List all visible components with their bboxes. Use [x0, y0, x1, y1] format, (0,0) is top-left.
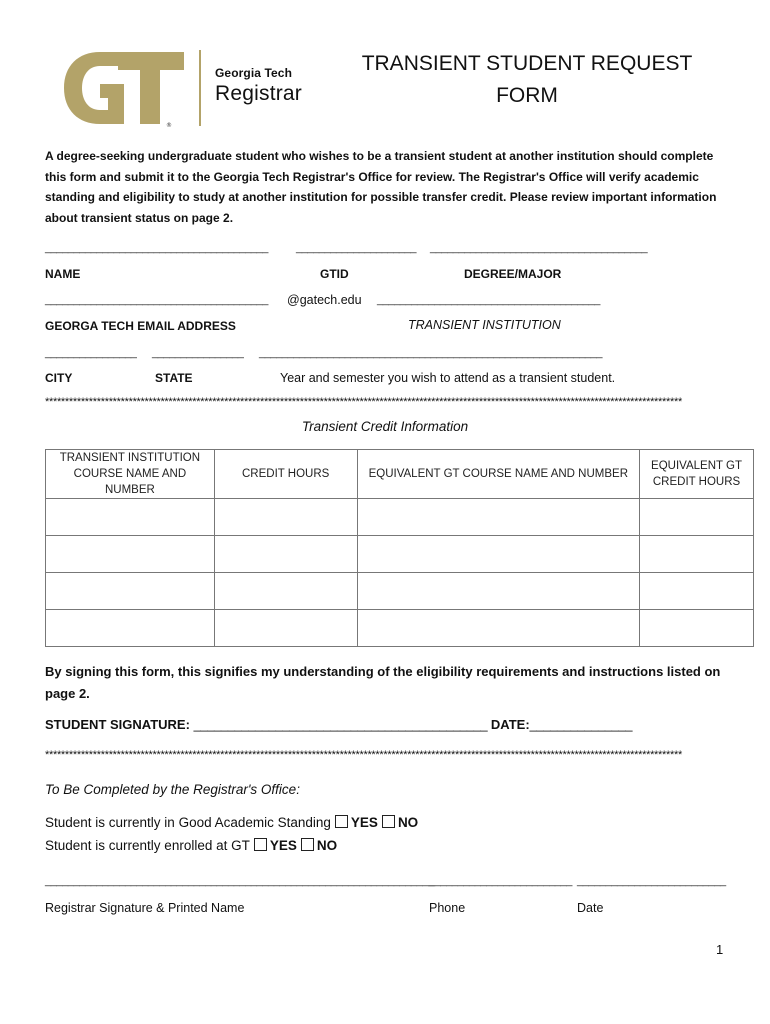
- registrar-heading: To Be Completed by the Registrar's Office:: [45, 782, 300, 797]
- student-signature-label: STUDENT SIGNATURE:: [45, 717, 190, 732]
- standing-row: [45, 815, 418, 830]
- phone-line[interactable]: _________________________: [429, 875, 572, 887]
- student-signature-line[interactable]: ___________________________________________: [193, 717, 488, 732]
- signature-statement: By signing this form, this signifies my understanding of the eligibility requirements and instructions listed on page 2.: [45, 664, 721, 701]
- email-label: GEORGA TECH EMAIL ADDRESS: [45, 319, 236, 333]
- gt-logo-icon: [62, 48, 186, 128]
- name-label: NAME: [45, 267, 81, 281]
- gt-course-cell[interactable]: [357, 499, 640, 536]
- enrolled-yes-label: YES: [269, 838, 297, 853]
- gt-credit-hours-cell[interactable]: [640, 499, 754, 536]
- gt-credit-hours-cell[interactable]: [640, 536, 754, 573]
- city-label: CITY: [45, 371, 73, 385]
- credit-table-title: Transient Credit Information: [301, 419, 469, 434]
- transient-course-cell[interactable]: [46, 536, 215, 573]
- logo-org-name: Georgia Tech: [215, 66, 292, 80]
- standing-no-label: NO: [397, 815, 419, 830]
- separator-stars: ****************************************************************************************************************************************************************: [45, 396, 682, 408]
- gt-course-cell[interactable]: [357, 573, 640, 610]
- standing-yes-label: YES: [350, 815, 378, 830]
- degree-input-line[interactable]: ______________________________________: [430, 242, 648, 254]
- enrolled-no-label: NO: [316, 838, 338, 853]
- gt-course-cell[interactable]: [357, 536, 640, 573]
- student-signature-row: [45, 717, 632, 732]
- name-input-line[interactable]: _______________________________________: [45, 242, 268, 254]
- state-label: STATE: [155, 371, 193, 385]
- credit-hours-cell[interactable]: [214, 499, 357, 536]
- registrar-signature-line[interactable]: ____________________________________________________________________: [45, 875, 434, 887]
- credit-table: [45, 449, 754, 647]
- standing-yes-checkbox[interactable]: [335, 815, 348, 828]
- gt-credit-hours-cell[interactable]: [640, 573, 754, 610]
- gt-course-cell[interactable]: [357, 610, 640, 647]
- email-input-line[interactable]: _______________________________________: [45, 294, 268, 306]
- enrolled-no-checkbox[interactable]: [301, 838, 314, 851]
- date-line[interactable]: _______________: [529, 717, 633, 732]
- form-title-line1: TRANSIENT STUDENT REQUEST: [361, 52, 693, 75]
- transient-course-cell[interactable]: [46, 499, 215, 536]
- date-label: DATE:: [490, 717, 530, 732]
- header-credit-hours: CREDIT HOURS: [214, 450, 357, 499]
- table-row: [46, 536, 754, 573]
- form-title-line2: FORM: [496, 84, 558, 107]
- institution-label: TRANSIENT INSTITUTION: [408, 318, 561, 332]
- header-gt-course: EQUIVALENT GT COURSE NAME AND NUMBER: [357, 450, 640, 499]
- registrar-signature-label: Registrar Signature & Printed Name: [45, 901, 245, 915]
- degree-major-label: DEGREE/MAJOR: [464, 267, 562, 281]
- header-gt-credit-hours: EQUIVALENT GT CREDIT HOURS: [640, 450, 754, 499]
- gtid-label: GTID: [320, 267, 349, 281]
- registrar-date-label: Date: [577, 901, 604, 915]
- gt-credit-hours-cell[interactable]: [640, 610, 754, 647]
- gtid-input-line[interactable]: _____________________: [296, 242, 417, 254]
- state-input-line[interactable]: ________________: [152, 347, 244, 359]
- credit-hours-cell[interactable]: [214, 573, 357, 610]
- standing-text: Student is currently in Good Academic Standing: [45, 815, 331, 830]
- svg-text:®: ®: [166, 122, 172, 128]
- phone-label: Phone: [429, 901, 466, 915]
- page-number: 1: [716, 942, 724, 957]
- institution-input-line[interactable]: _______________________________________: [377, 294, 600, 306]
- credit-hours-cell[interactable]: [214, 536, 357, 573]
- logo-unit-name: Registrar: [215, 82, 302, 105]
- logo-divider: [199, 50, 201, 126]
- header-transient-course: TRANSIENT INSTITUTION COURSE NAME AND NUMBER: [46, 450, 215, 499]
- transient-course-cell[interactable]: [46, 610, 215, 647]
- table-row: [46, 610, 754, 647]
- table-header-row: [46, 450, 754, 499]
- credit-hours-cell[interactable]: [214, 610, 357, 647]
- enrolled-text: Student is currently enrolled at GT: [45, 838, 250, 853]
- transient-course-cell[interactable]: [46, 573, 215, 610]
- separator-stars: ****************************************************************************************************************************************************************: [45, 749, 682, 761]
- city-input-line[interactable]: ________________: [45, 347, 137, 359]
- intro-paragraph: A degree-seeking undergraduate student who wishes to be a transient student at another institution should complete this form and submit it to the Georgia Tech Registrar's Office for review. The Registrar's Office will verify academic standing and eligibility to study at another institution for possible transfer credit. Please review important information about transient status on page 2.: [45, 149, 717, 225]
- form-title: [340, 48, 714, 112]
- term-label: Year and semester you wish to attend as a transient student.: [280, 371, 616, 385]
- standing-no-checkbox[interactable]: [382, 815, 395, 828]
- enrolled-row: [45, 838, 337, 853]
- term-input-line[interactable]: ____________________________________________________________: [259, 347, 603, 359]
- table-row: [46, 573, 754, 610]
- email-suffix: @gatech.edu: [287, 293, 362, 307]
- registrar-date-line[interactable]: __________________________: [577, 875, 726, 887]
- table-row: [46, 499, 754, 536]
- enrolled-yes-checkbox[interactable]: [254, 838, 267, 851]
